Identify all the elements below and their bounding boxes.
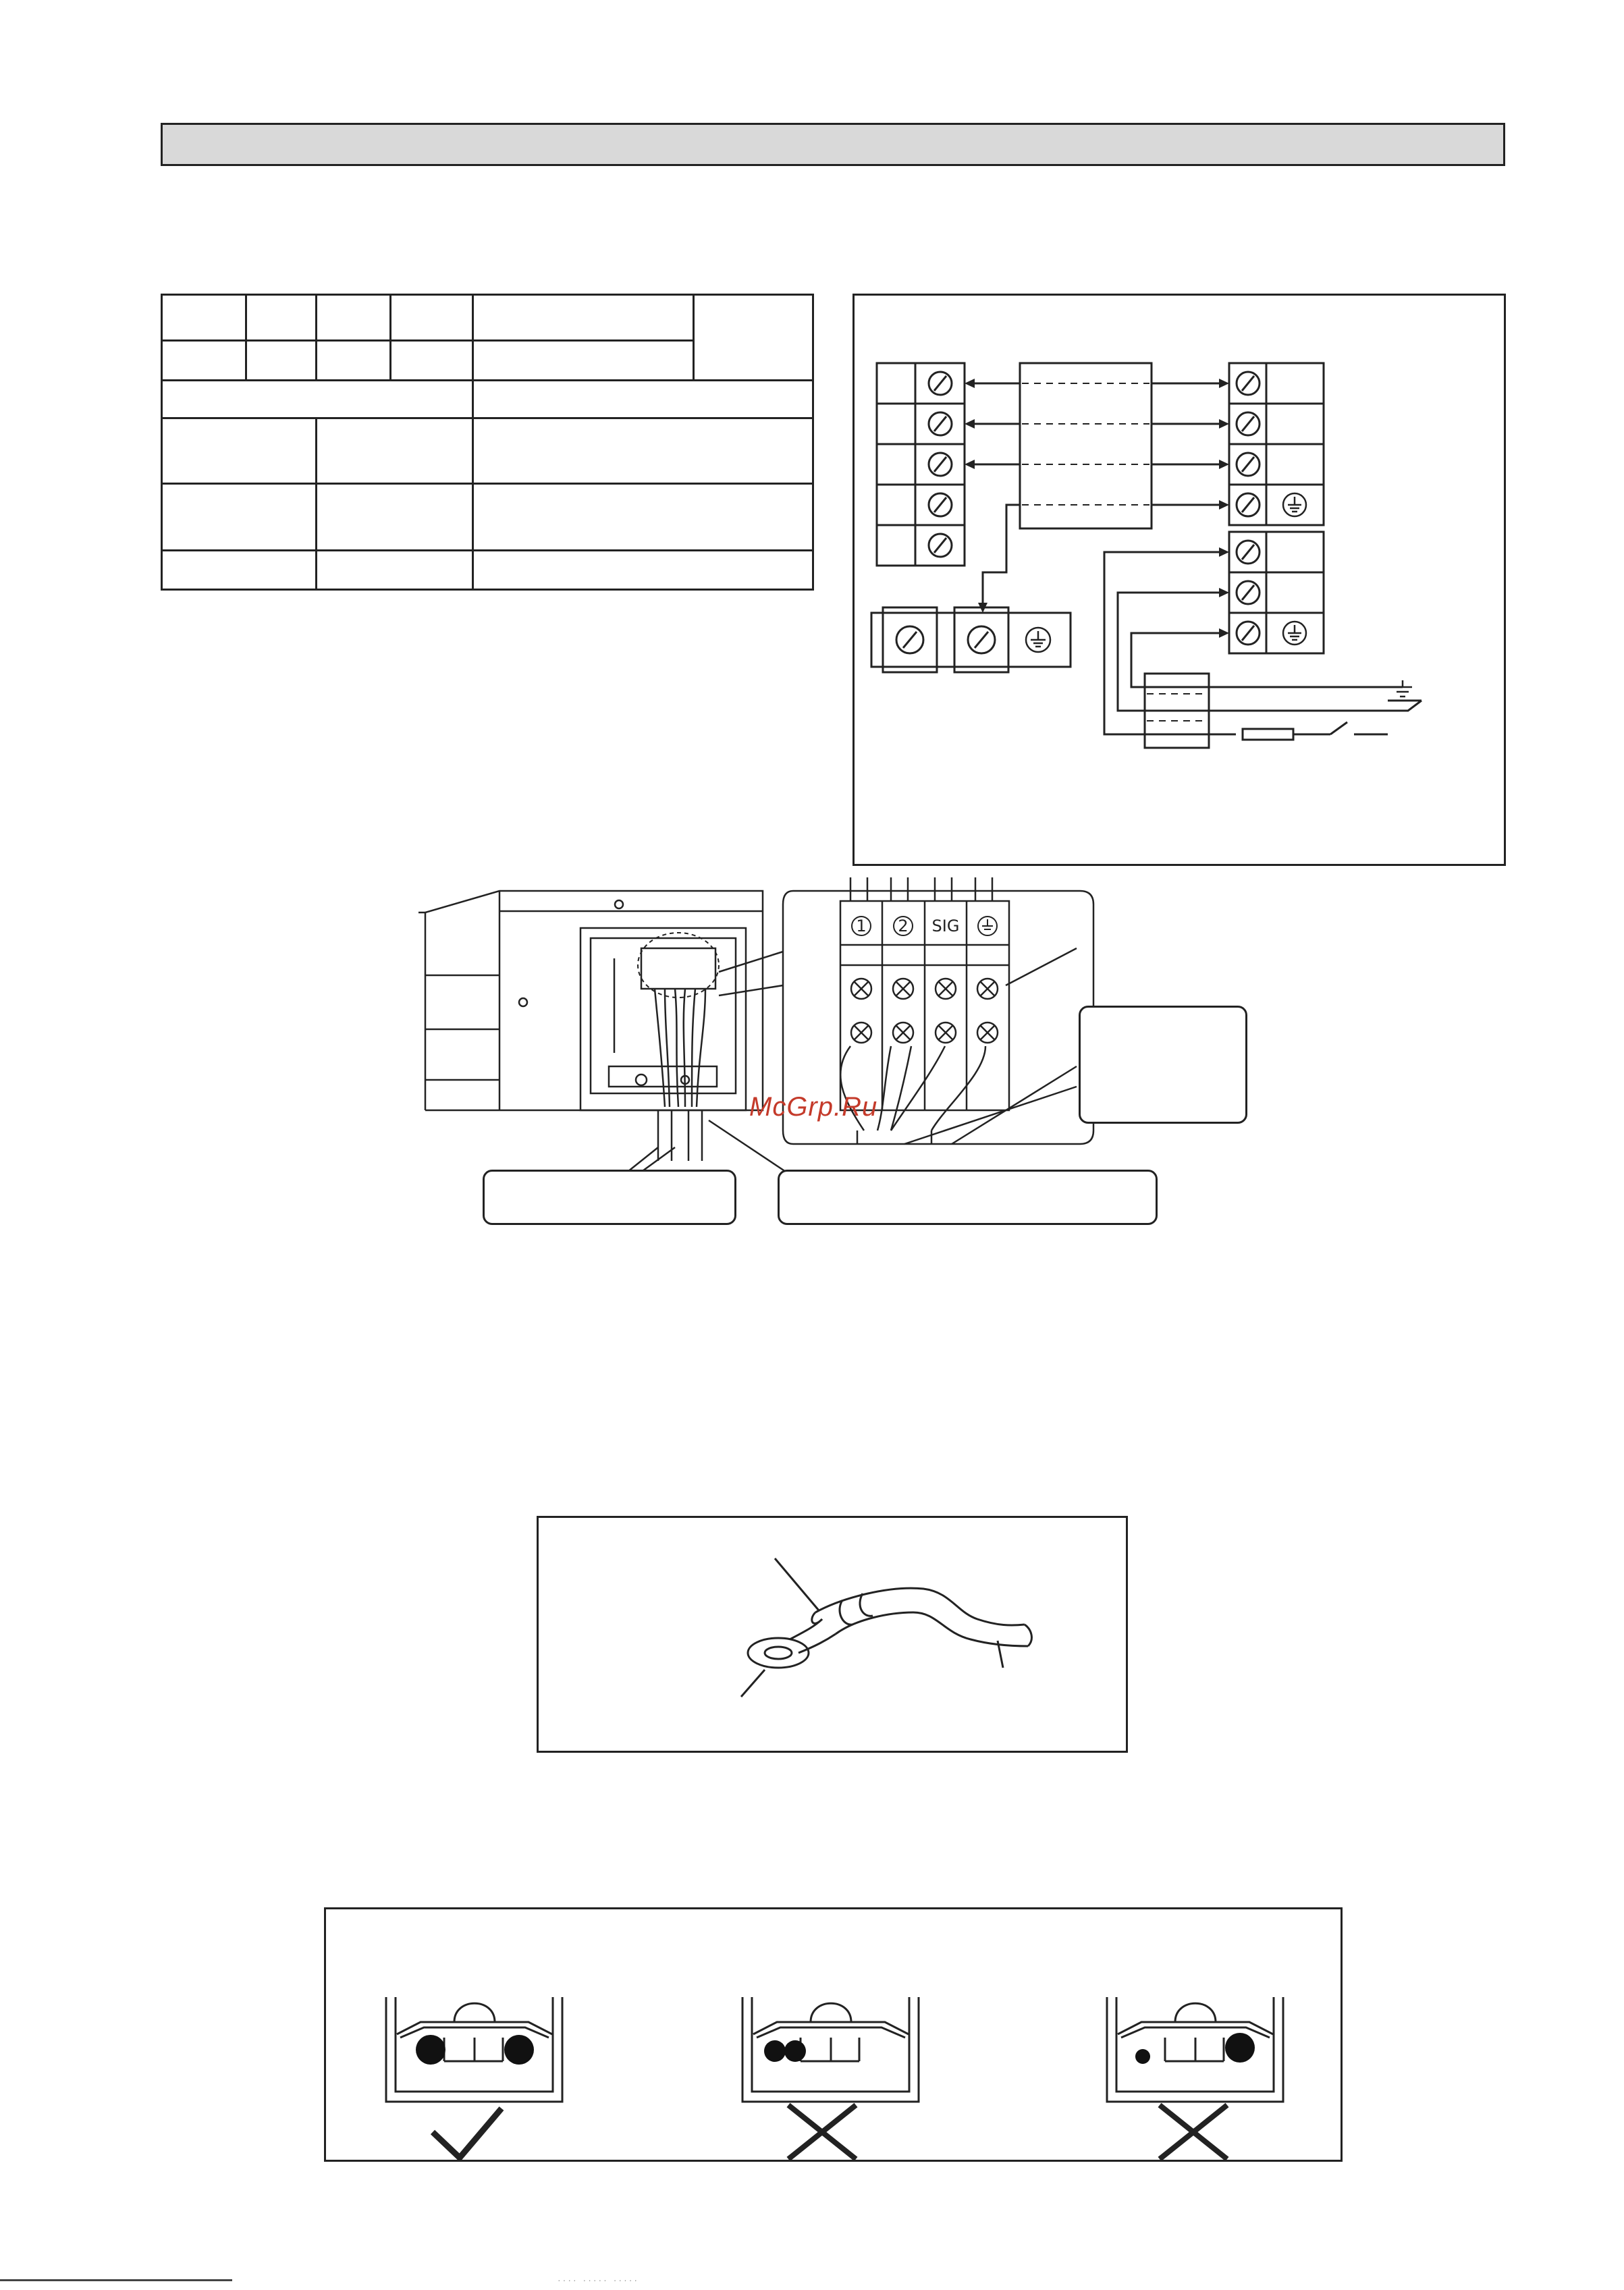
terminal-connection-drawing	[326, 1909, 1341, 2160]
table-cell	[162, 295, 246, 341]
specification-table	[161, 294, 814, 591]
table-cell	[246, 295, 317, 341]
table-cell	[317, 483, 472, 550]
section-title-bar	[161, 123, 1505, 166]
table-cell	[162, 483, 317, 550]
table-cell	[693, 295, 813, 381]
table-cell	[317, 418, 472, 484]
power-terminal-block	[1229, 532, 1324, 653]
table-cell	[472, 483, 813, 550]
terminal-label-1: 1	[856, 917, 867, 935]
example-wrong-different-size	[1107, 1997, 1283, 2159]
wiring-diagram-drawing	[855, 296, 1504, 864]
table-cell	[472, 550, 813, 589]
screw-terminal-icon	[896, 372, 1260, 653]
terminal-connection-examples	[324, 1907, 1343, 2162]
table-cell	[317, 550, 472, 589]
table-cell	[390, 341, 472, 380]
wiring-diagram	[852, 294, 1506, 866]
cross-mark-icon	[1160, 2105, 1227, 2159]
footer-rule	[0, 2279, 232, 2281]
terminal-label-2: 2	[898, 917, 909, 935]
example-correct	[386, 1997, 562, 2158]
cross-mark-icon	[788, 2105, 856, 2159]
table-cell	[472, 341, 693, 380]
footer-text: ···· ····· ·····	[558, 2274, 640, 2285]
table-cell	[162, 418, 317, 484]
watermark: McGrp.Ru	[749, 1092, 878, 1122]
fuse	[1243, 729, 1293, 740]
ring-terminal-lead	[537, 1516, 1128, 1753]
table-cell	[317, 295, 391, 341]
table-cell	[162, 380, 473, 418]
table-cell	[472, 295, 693, 341]
table-cell	[246, 341, 317, 380]
table-cell	[162, 550, 317, 589]
callout-box-right	[1079, 1006, 1247, 1124]
table-cell	[390, 295, 472, 341]
ring-terminal-drawing	[539, 1518, 1126, 1751]
example-wrong-both-same-side	[742, 1997, 919, 2159]
cable-box	[1020, 363, 1152, 528]
callout-box-bottom-right	[778, 1170, 1158, 1225]
table-cell	[317, 341, 391, 380]
table-cell	[162, 341, 246, 380]
table-cell	[472, 380, 813, 418]
terminal-label-sig: SIG	[931, 917, 960, 935]
callout-box-bottom-left	[483, 1170, 736, 1225]
table-cell	[472, 418, 813, 484]
check-mark-icon	[433, 2108, 502, 2158]
